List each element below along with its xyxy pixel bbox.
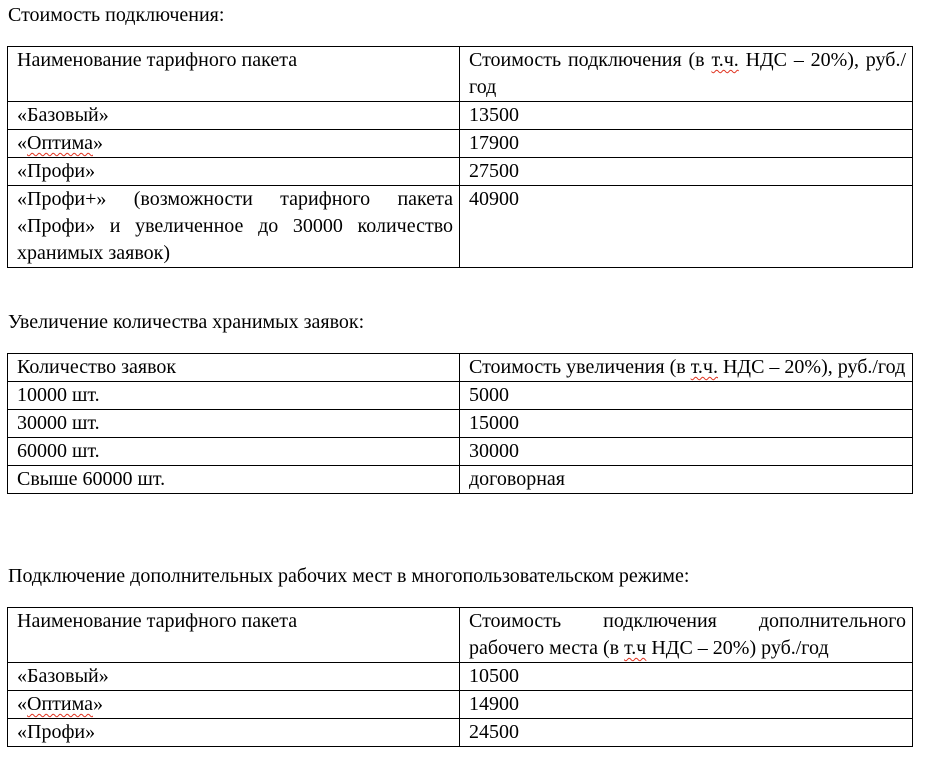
package-name-cell [8, 130, 460, 158]
stored-requests-table [7, 353, 913, 494]
quote-close: » [93, 132, 103, 154]
table-row [8, 466, 913, 494]
header-cell-quantity: Количество заявок [8, 354, 460, 382]
package-name-cell: «Профи» [8, 158, 460, 186]
extra-workplaces-table [7, 607, 913, 747]
header-cell-cost [460, 354, 913, 382]
price-cell: договорная [460, 466, 913, 494]
table-row [8, 382, 913, 410]
quantity-cell: 60000 шт. [8, 438, 460, 466]
header-cell-cost [460, 608, 913, 663]
table-row [8, 719, 913, 747]
package-name-cell [8, 691, 460, 719]
price-cell: 10500 [460, 663, 913, 691]
header-cost-text-start: Стоимость подключения (в [469, 49, 712, 71]
table-row [8, 186, 913, 268]
header-cost-abbrev: т.ч [624, 637, 647, 659]
header-cost-text-end: НДС – 20%) руб./год [646, 637, 829, 659]
price-cell: 5000 [460, 382, 913, 410]
quote-open: « [17, 132, 27, 154]
quantity-cell: Свыше 60000 шт. [8, 466, 460, 494]
header-cost-abbrev: т.ч. [711, 49, 739, 71]
header-cost-text-end: НДС – 20%), руб./год [469, 49, 906, 98]
package-name-cell: «Профи» [8, 719, 460, 747]
header-cost-text-start: Стоимость увеличения (в [469, 356, 691, 378]
table-header-row [8, 47, 913, 102]
package-name-cell: «Профи+» (возможности тарифного пакета «Профи» и увеличенное до 30000 количество хранимых заявок) [8, 186, 460, 268]
table-row [8, 691, 913, 719]
price-cell: 27500 [460, 158, 913, 186]
header-cell-package-name: Наименование тарифного пакета [8, 608, 460, 663]
table-row [8, 410, 913, 438]
header-cost-abbrev: т.ч. [690, 356, 718, 378]
price-cell: 40900 [460, 186, 913, 268]
quantity-cell: 10000 шт. [8, 382, 460, 410]
table-header-row [8, 608, 913, 663]
section-heading-stored-requests: Увеличение количества хранимых заявок: [8, 311, 365, 333]
section-heading-connection-cost: Стоимость подключения: [8, 4, 225, 26]
section-heading-extra-workplaces: Подключение дополнительных рабочих мест в многопользовательском режиме: [8, 565, 690, 587]
connection-cost-table [7, 46, 913, 268]
header-cell-cost [460, 47, 913, 102]
table-row [8, 130, 913, 158]
package-name-spell: Оптима [27, 693, 93, 715]
package-name-cell: «Базовый» [8, 102, 460, 130]
table-row [8, 663, 913, 691]
package-name-spell: Оптима [27, 132, 93, 154]
price-cell: 13500 [460, 102, 913, 130]
quote-close: » [93, 693, 103, 715]
quote-open: « [17, 693, 27, 715]
package-name-cell: «Базовый» [8, 663, 460, 691]
price-cell: 14900 [460, 691, 913, 719]
price-cell: 17900 [460, 130, 913, 158]
header-cost-text-end: НДС – 20%), руб./год [717, 356, 906, 378]
price-cell: 15000 [460, 410, 913, 438]
table-row [8, 102, 913, 130]
header-cell-package-name: Наименование тарифного пакета [8, 47, 460, 102]
header-cost-text-start: Стоимость подключения дополнительного рабочего места (в [469, 610, 906, 659]
table-header-row [8, 354, 913, 382]
price-cell: 30000 [460, 438, 913, 466]
table-row [8, 438, 913, 466]
table-row [8, 158, 913, 186]
price-cell: 24500 [460, 719, 913, 747]
quantity-cell: 30000 шт. [8, 410, 460, 438]
